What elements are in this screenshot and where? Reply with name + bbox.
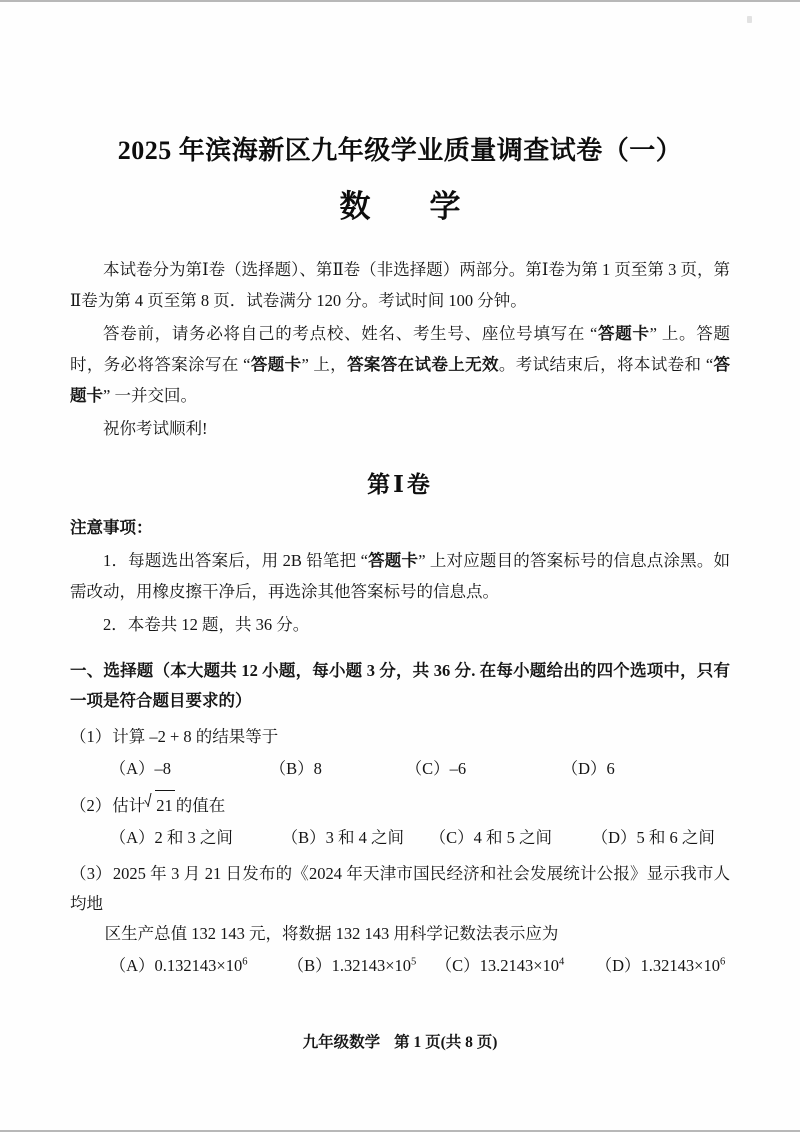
question-3-option-d-exponent: 6 (719, 956, 726, 968)
question-1-option-d-label: （D） (561, 759, 607, 778)
question-2-option-b-value: 3 和 4 之间 (325, 828, 404, 847)
intro-p2-text-5: ” 一并交回。 (103, 386, 197, 405)
question-1-stem (70, 722, 730, 752)
intro-p2-bold-1: 答题卡 (597, 324, 650, 343)
question-2-option-a[interactable] (110, 823, 282, 853)
question-2 (70, 790, 730, 853)
question-3-options (70, 951, 730, 981)
question-1-option-d[interactable] (562, 754, 615, 784)
notice-item-1-bold: 答题卡 (367, 551, 419, 570)
question-2-option-c[interactable] (430, 823, 592, 853)
question-2-option-b[interactable] (282, 823, 430, 853)
question-3-option-b-label: （B） (287, 956, 332, 975)
question-2-option-d[interactable] (592, 823, 715, 853)
question-1-option-d-value: 6 (606, 759, 615, 778)
question-1-option-b-label: （B） (269, 759, 314, 778)
question-2-option-d-value: 5 和 6 之间 (636, 828, 715, 847)
question-3-option-d-label: （D） (595, 956, 641, 975)
question-1-option-a-value: –8 (154, 759, 172, 778)
question-3-option-a-label: （A） (109, 956, 155, 975)
question-2-option-c-value: 4 和 5 之间 (473, 828, 552, 847)
question-2-radicand: 21 (155, 790, 175, 821)
question-2-option-c-label: （C） (429, 828, 474, 847)
intro-p2-text-3: ” 上， (301, 355, 348, 374)
question-1-option-b[interactable] (270, 754, 406, 784)
question-1-options (70, 754, 730, 784)
notice-item-1-number: 1． (103, 551, 129, 570)
question-1-option-c-value: –6 (449, 759, 467, 778)
notice-item-1-text-2: ” 上对应题目的答案标号的信息点涂黑。如需改动，用橡皮擦干净后，再选涂其他答案标号的信息点。 (70, 551, 731, 601)
question-1-text: 计算 –2 + 8 的结果等于 (112, 727, 279, 746)
question-2-option-a-label: （A） (109, 828, 155, 847)
question-1-option-a-label: （A） (109, 759, 155, 778)
question-3-option-c-mantissa: 13.2143×10 (479, 956, 560, 975)
question-3-option-d-mantissa: 1.32143×10 (640, 956, 720, 975)
choice-section-heading: 一、选择题（本大题共 12 小题，每小题 3 分，共 36 分. 在每小题给出的四个选项中，只有一项是符合题目要求的） (70, 661, 730, 710)
intro-p2-bold-3: 答案答在试卷上无效 (347, 355, 499, 374)
question-3-option-c-exponent: 4 (559, 956, 565, 968)
question-2-stem (70, 790, 730, 821)
notice-item-2-number: 2． (103, 615, 128, 634)
notice-title: 注意事项： (70, 518, 153, 537)
question-1-option-c-label: （C） (405, 759, 450, 778)
question-2-text-prefix: 估计 (112, 796, 146, 815)
question-3-option-a[interactable] (110, 951, 288, 981)
question-2-option-a-value: 2 和 3 之间 (154, 828, 233, 847)
question-3-option-b[interactable] (288, 951, 436, 981)
notice-item-1 (70, 545, 730, 607)
question-2-option-d-label: （D） (591, 828, 637, 847)
page-content (0, 2, 800, 981)
page-footer (0, 1030, 800, 1052)
question-1-option-b-value: 8 (313, 759, 322, 778)
question-3-option-c[interactable] (436, 951, 596, 981)
intro-p2-text-2: ” 上。答题时，务必将答案涂写在 “ (70, 324, 730, 374)
question-3-number: （3） (70, 864, 112, 883)
intro-paragraph-1: 本试卷分为第Ⅰ卷（选择题）、第Ⅱ卷（非选择题）两部分。第Ⅰ卷为第 1 页至第 3 页，第Ⅱ卷为第 4 页至第 8 页．试卷满分 120 分。考试时间 100 分钟。 (70, 260, 730, 310)
section-heading-part-1: 第Ⅰ卷 (367, 472, 433, 497)
intro-paragraph-2 (70, 318, 730, 411)
question-3-option-a-mantissa: 0.132143×10 (154, 956, 243, 975)
question-3-option-c-label: （C） (435, 956, 480, 975)
question-3-option-b-exponent: 5 (411, 956, 417, 968)
page-title: 2025 年滨海新区九年级学业质量调查试卷（一） (117, 136, 683, 165)
question-1-option-c[interactable] (406, 754, 562, 784)
question-3-option-a-exponent: 6 (242, 956, 248, 968)
question-2-number: （2） (70, 796, 112, 815)
question-3-option-d[interactable] (596, 951, 726, 981)
square-root-symbol (146, 790, 175, 821)
question-2-options (70, 823, 730, 853)
question-3-option-b-mantissa: 1.32143×10 (331, 956, 412, 975)
question-2-text-suffix: 的值在 (175, 796, 226, 815)
question-3 (70, 859, 730, 981)
footer-page-label: 第 1 页(共 8 页) (394, 1034, 498, 1051)
instructions-block (70, 226, 730, 981)
intro-p2-bold-2: 答题卡 (250, 355, 302, 374)
question-1 (70, 722, 730, 784)
question-1-number: （1） (70, 727, 112, 746)
subject-title: 数 学 (339, 189, 475, 224)
question-1-option-a[interactable] (110, 754, 270, 784)
question-3-stem-continued: 区生产总值 132 143 元，将数据 132 143 用科学记数法表示应为 (104, 924, 559, 943)
question-2-option-b-label: （B） (281, 828, 326, 847)
question-3-stem (70, 859, 730, 919)
intro-p2-bold-4: 答题卡 (70, 355, 731, 405)
intro-p2-text-4: 。考试结束后，将本试卷和 “ (498, 355, 714, 374)
notice-item-2 (70, 609, 730, 640)
intro-p2-text-1: 答卷前，请务必将自己的考点校、姓名、考生号、座位号填写在 “ (103, 324, 598, 343)
intro-paragraph-3: 祝你考试顺利! (103, 419, 208, 438)
question-3-text: 2025 年 3 月 21 日发布的《2024 年天津市国民经济和社会发展统计公报》显示我市人均地 (70, 864, 731, 913)
footer-subject-label: 九年级数学 (302, 1034, 381, 1051)
notice-item-2-text-1: 本卷共 12 题，共 36 分。 (127, 615, 310, 634)
notice-item-1-text-1: 每题选出答案后，用 2B 铅笔把 “ (128, 551, 368, 570)
